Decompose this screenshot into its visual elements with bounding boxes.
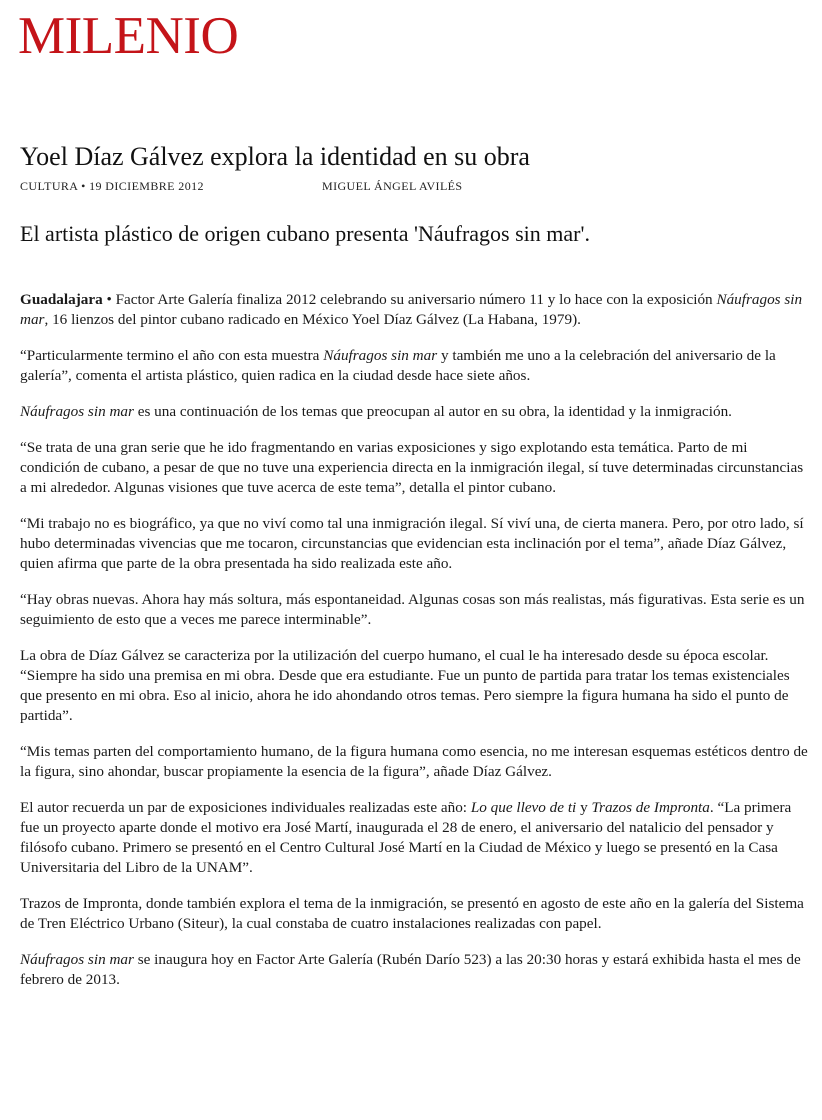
paragraph-text: “Particularmente termino el año con esta muestra bbox=[20, 347, 324, 364]
paragraph bbox=[20, 798, 810, 878]
paragraph-text: se inaugura hoy en Factor Arte Galería (Rubén Darío 523) a las 20:30 horas y estará exhibida hasta el mes de febrero de 2013. bbox=[20, 951, 801, 988]
section-date: CULTURA • 19 DICIEMBRE 2012 bbox=[20, 179, 204, 193]
exhibition-title: Trazos de Impronta bbox=[591, 799, 710, 816]
paragraph: “Mis temas parten del comportamiento humano, de la figura humana como esencia, no me interesan esquemas estéticos dentro de la figura, sino ahondar, buscar propiamente la esencia de la figura”, añade Díaz Gálvez. bbox=[20, 743, 808, 780]
paragraph-text: y bbox=[576, 799, 592, 816]
article-body bbox=[20, 290, 810, 990]
exhibition-title: Náufragos sin mar bbox=[20, 403, 134, 420]
paragraph bbox=[20, 402, 810, 422]
paragraph-text: • Factor Arte Galería finaliza 2012 celebrando su aniversario número 11 y lo hace con la exposición bbox=[102, 291, 717, 308]
paragraph-text: . “La primera fue un proyecto aparte donde el motivo era José Martí, inaugurada el 28 de enero, el aniversario del natalicio del pensador y filósofo cubano. Primero se presentó en el Centro Cultural José Martí en la Ciudad de México y luego se presentó en la Casa Universitaria del Libro de la UNAM”. bbox=[20, 799, 792, 876]
paragraph bbox=[20, 290, 810, 330]
paragraph-text: es una continuación de los temas que preocupan al autor en su obra, la identidad y la inmigración. bbox=[133, 403, 732, 420]
dateline: Guadalajara bbox=[20, 291, 103, 308]
site-logo[interactable]: MILENIO bbox=[18, 7, 239, 65]
paragraph: Trazos de Impronta, donde también explora el tema de la inmigración, se presentó en agosto de este año en la galería del Sistema de Tren Eléctrico Urbano (Siteur), la cual constaba de cuatro instalaciones realizadas con papel. bbox=[20, 895, 804, 932]
paragraph bbox=[20, 950, 810, 990]
paragraph: “Se trata de una gran serie que he ido fragmentando en varias exposiciones y sigo explotando esta temática. Parto de mi condición de cubano, a pesar de que no tuve una experiencia directa en la inmigración ilegal, sí tuve determinadas circunstancias a mi alrededor. Algunas visiones que tuve acerca de este tema”, detalla el pintor cubano. bbox=[20, 439, 804, 496]
paragraph-text: y también me uno a la celebración del aniversario de la galería”, comenta el artista plástico, quien radica en la ciudad desde hace siete años. bbox=[20, 347, 776, 384]
exhibition-title: Lo que llevo de ti bbox=[470, 799, 577, 816]
article-subheadline: El artista plástico de origen cubano presenta 'Náufragos sin mar'. bbox=[20, 221, 590, 246]
article-headline: Yoel Díaz Gálvez explora la identidad en su obra bbox=[20, 142, 530, 171]
paragraph bbox=[20, 346, 810, 386]
paragraph: “Hay obras nuevas. Ahora hay más soltura, más espontaneidad. Algunas cosas son más realistas, más figurativas. Esta serie es un seguimiento de esto que a veces me parece interminable”. bbox=[20, 591, 805, 628]
author-byline: MIGUEL ÁNGEL AVILÉS bbox=[322, 179, 463, 193]
exhibition-title: Náufragos sin mar bbox=[323, 347, 438, 364]
exhibition-title: Náufragos sin mar bbox=[20, 291, 803, 328]
paragraph: La obra de Díaz Gálvez se caracteriza por la utilización del cuerpo humano, el cual le ha interesado desde su época escolar. “Siempre ha sido una premisa en mi obra. Desde que era estudiante. Fue un punto de partida para tratar los temas existenciales que presento en mi obra. Eso al inicio, ahora he ido ahondando otros temas. Pero siempre la figura humana ha sido el punto de partida”. bbox=[20, 647, 790, 724]
paragraph-text: , 16 lienzos del pintor cubano radicado en México Yoel Díaz Gálvez (La Habana, 1979). bbox=[44, 311, 581, 328]
article-meta bbox=[20, 178, 463, 194]
exhibition-title: Náufragos sin mar bbox=[20, 951, 134, 968]
paragraph: “Mi trabajo no es biográfico, ya que no viví como tal una inmigración ilegal. Sí viví una, de cierta manera. Pero, por otro lado, sí hubo determinadas vivencias que me tocaron, circunstancias que evidencian esta inclinación por el tema”, añade Díaz Gálvez, quien afirma que parte de la obra presentada ha sido realizada este año. bbox=[20, 515, 804, 572]
paragraph-text: El autor recuerda un par de exposiciones individuales realizadas este año: bbox=[20, 799, 471, 816]
